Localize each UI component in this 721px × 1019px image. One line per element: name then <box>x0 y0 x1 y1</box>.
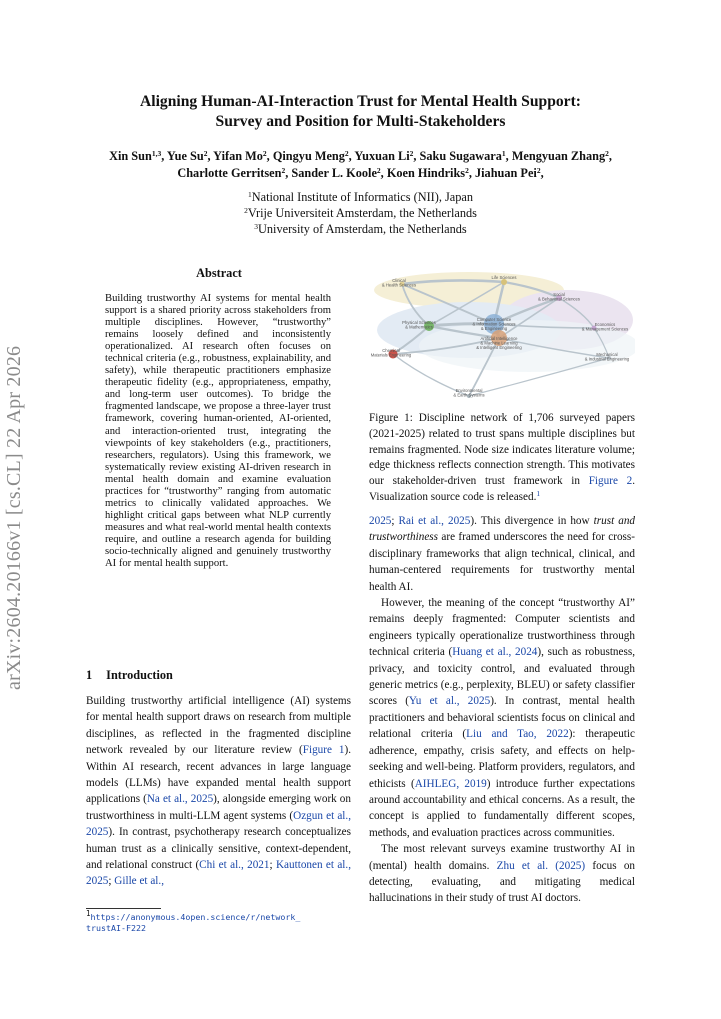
citation-link[interactable]: Ozgun et al., 2025 <box>86 809 351 839</box>
affiliation <box>0 221 721 237</box>
author-name: Qingyu Meng <box>272 149 345 163</box>
affiliation-text: National Institute of Informatics (NII), Japan <box>251 190 474 204</box>
figure-1-caption <box>369 411 635 506</box>
citation-link[interactable]: Figure 2 <box>588 475 633 488</box>
intro-paragraph-2 <box>369 595 635 841</box>
citation-link[interactable]: Chi et al., 2021 <box>199 859 270 872</box>
affiliation-marker: 1 <box>247 190 252 199</box>
author-list: Xin Sun$^{1,3}$, Yue Su$^2$, Yifan Mo$^2$, Qingyu Meng$^2$, Yuxuan Li$^2$, Saku Sugawara$^1$, Mengyuan Zhang$^2$, Charlotte Gerritsen$^2$, Sander L. Koole$^2$, Koen Hindriks$^2$, Jiahuan Pei$^2$, <box>109 149 612 180</box>
citation-link[interactable]: AIHLEG, 2019 <box>414 777 487 790</box>
text-run: ; <box>108 875 115 888</box>
author <box>109 149 161 163</box>
text-run: ; <box>391 515 399 527</box>
author-name: Yifan Mo <box>213 149 263 163</box>
author-name: Koen Hindriks <box>386 166 466 180</box>
citation-link[interactable]: Zhu et al. (2025) <box>496 859 586 872</box>
affiliation-marker: 2 <box>244 206 248 215</box>
text-run: ): therapeutic adherence, empathy, crisis safety, and effects on help-seeking and well-being. Platform providers, regulators, and ethicists ( <box>369 728 635 790</box>
text-run: are framed underscores the need for cross-disciplinary frameworks that align technical, clinical, and human-centered requirements for trustworthy mental health AI. <box>369 531 635 593</box>
affiliation <box>0 189 721 205</box>
citation-link[interactable]: Figure 1 <box>302 744 345 757</box>
citation-link[interactable]: Na et al., 2025 <box>146 793 214 806</box>
author-affil-marker: 2 <box>536 166 541 175</box>
author-affil-marker: 2 <box>376 166 381 175</box>
title-line-2: Survey and Position for Multi-Stakeholders <box>215 113 506 130</box>
citation-link[interactable]: Yu et al., 2025 <box>408 695 491 708</box>
node-label-chemical: Chemical Materials Engineering <box>370 348 412 358</box>
section-title: Introduction <box>106 668 173 682</box>
author-name: Xin Sun <box>109 149 152 163</box>
arxiv-stamp: arXiv:2604.20166v1 [cs.CL] 22 Apr 2026 <box>3 345 25 690</box>
intro-paragraph-1 <box>86 693 351 890</box>
text-run: The most relevant surveys examine trustworthy AI in (mental) health domains. <box>369 843 635 872</box>
abstract-heading: Abstract <box>196 266 242 280</box>
author-name: Charlotte Gerritsen <box>177 166 282 180</box>
author <box>512 149 609 163</box>
author-affil-marker: 2 <box>409 149 414 158</box>
text-run: Building trustworthy artificial intelligence (AI) systems for mental health support draws on research from multiple disciplines, as reflected in the fragmented discipline network revealed by our literature review ( <box>86 695 351 757</box>
footnote <box>86 909 351 934</box>
author-name: Sander L. Koole <box>291 166 377 180</box>
citation-link[interactable]: Huang et al., 2024 <box>452 646 538 659</box>
node-label-physical: Physical Sciences & Mathematics <box>402 320 436 330</box>
node-label-ai: Artificial Intelligence & Machine Learning & Intelligent Engineering <box>476 336 522 351</box>
footnote-url-line-1[interactable]: https://anonymous.4open.science/r/network_ <box>90 912 301 922</box>
intro-paragraph-3 <box>369 841 635 907</box>
affiliation <box>0 205 721 221</box>
abstract-text: Building trustworthy AI systems for mental health support is a shared priority across stakeholders from multiple disciplines. However, “trustworthy” remains loosely defined and inconsistently operationalized. AI research often focuses on technical criteria (e.g., robustness, explainability, and safety), while therapeutic practitioners emphasize therapeutic fidelity (e.g., appropriateness, empathy, and long-term user outcomes). To bridge the fragmented landscape, we propose a three-layer trust framework, covering human-oriented, AI-oriented, and interaction-oriented trust, integrating the viewpoints of key stakeholders (e.g., practitioners, researchers, regulators). Using this framework, we systematically review existing AI-driven research in mental health domain and examine evaluation practices for “trustworthy” ranging from automatic metrics to clinically validated approaches. We highlight critical gaps between what NLP currently measures and what real-world mental health contexts require, and outline a research agenda for building socio-technically aligned and genuinely trustworthy AI for mental health support. <box>105 293 331 570</box>
author-affil-marker: 1 <box>501 149 506 158</box>
text-run: ). Within AI research, recent advances in large language models (LLMs) have expanded mental health support applications ( <box>86 744 351 806</box>
author <box>475 166 541 180</box>
node-label-life: Life Sciences <box>491 275 517 280</box>
text-run: focus on detecting, evaluating, and mitigating medical hallucinations in their study of trust AI doctors. <box>369 859 636 905</box>
author <box>273 149 349 163</box>
author <box>420 149 506 163</box>
node-label-cs: Computer Science & Information Sciences & Engineering <box>472 317 516 332</box>
author <box>387 166 469 180</box>
text-run: . Visualization source code is released. <box>369 475 635 503</box>
author-name: Jiahuan Pei <box>474 166 537 180</box>
footnote-marker: 1 <box>86 909 91 918</box>
text-run: ). In contrast, mental health practitioners and behavioral scientists focus on clinical and relational criteria ( <box>369 695 635 741</box>
citation-link[interactable]: Gille et al., <box>114 875 164 888</box>
node-label-clinical: Clinical & Health Sciences <box>381 278 417 288</box>
author-name: Saku Sugawara <box>419 149 502 163</box>
author-affil-marker: 2 <box>605 149 609 158</box>
author <box>167 149 208 163</box>
intro-right-column <box>369 513 635 907</box>
author-name: Yue Su <box>166 149 204 163</box>
section-number: 1 <box>86 668 93 682</box>
intro-paragraph-1-continued <box>369 513 635 595</box>
author-affil-marker: 2 <box>344 149 349 158</box>
intro-left-column <box>86 693 351 890</box>
author <box>213 149 267 163</box>
author-affil-marker: 2 <box>281 166 286 175</box>
footnote-rule <box>86 908 161 909</box>
text-run: ), alongside emerging work on trustworthiness in multi-LLM agent systems ( <box>86 793 351 822</box>
citation-link[interactable]: Kauttonen et al., 2025 <box>86 859 352 888</box>
title-line-1: Aligning Human-AI-Interaction Trust for Mental Health Support: <box>140 93 581 110</box>
author-affil-marker: 1,3 <box>151 149 162 158</box>
citation-link[interactable]: 2025 <box>369 515 392 527</box>
author-affil-marker: 2 <box>465 166 469 175</box>
text-run: Figure 1: Discipline network of 1,706 surveyed papers (2021-2025) related to trust spans multiple disciplines but remains fragmented. Node size indicates literature volume; edge thickness reflects connection strength. This motivates our stakeholder-driven trust framework in <box>369 412 635 488</box>
affiliation-list <box>0 189 721 237</box>
author-affil-marker: 2 <box>203 149 208 158</box>
affiliation-text: Vrije Universiteit Amsterdam, the Netherlands <box>247 206 477 220</box>
text-run: ), such as robustness, privacy, and toxicity control, and evaluated through generic metrics (e.g., perplexity, BLEU) or safety classifier scores ( <box>369 646 635 708</box>
affiliation-marker: 3 <box>254 222 259 231</box>
affiliation-text: University of Amsterdam, the Netherlands <box>258 222 467 236</box>
text-run: ; <box>269 859 276 872</box>
author-name: Mengyuan Zhang <box>511 149 606 163</box>
citation-link[interactable]: Liu and Tao, 2022 <box>466 728 569 741</box>
section-heading-introduction <box>86 668 187 683</box>
node-label-economics: Economics & Management Sciences <box>581 322 629 332</box>
node-label-social: Social & Behavioral Sciences <box>538 292 580 302</box>
citation-link[interactable]: Rai et al., 2025 <box>398 515 471 527</box>
text-run: ). In contrast, psychotherapy research conceptualizes human trust as a clinically sensitive, context-dependent, and relational construct ( <box>86 826 351 872</box>
footnote-url-line-2[interactable]: trustAI-F222 <box>86 923 146 933</box>
figure-1-network <box>369 268 635 410</box>
text-run: However, the meaning of the concept “trustworthy AI” remains deeply fragmented: Computer scientists and engineers typically operationalize trustworthiness through technical criteria ( <box>369 597 635 659</box>
text-run: ). This divergence in how <box>470 515 594 527</box>
text-run: trust and trustworthiness <box>369 515 636 544</box>
author <box>291 166 380 180</box>
node-label-environmental: Environmental & Earth Systems <box>453 388 485 398</box>
author-name: Yuxuan Li <box>354 149 410 163</box>
node-label-mechanical: Mechanical & Industrial Engineering <box>584 352 630 362</box>
author <box>354 149 413 163</box>
author <box>177 166 285 180</box>
text-run: ) introduce further expectations around accountability and ethical concerns. As a result, the concept is applied to fundamentally different scopes, methods, and evaluation practices across communities. <box>369 777 635 839</box>
author-affil-marker: 2 <box>262 149 267 158</box>
paper-title <box>0 92 721 132</box>
footnote-ref[interactable]: 1 <box>536 488 541 498</box>
